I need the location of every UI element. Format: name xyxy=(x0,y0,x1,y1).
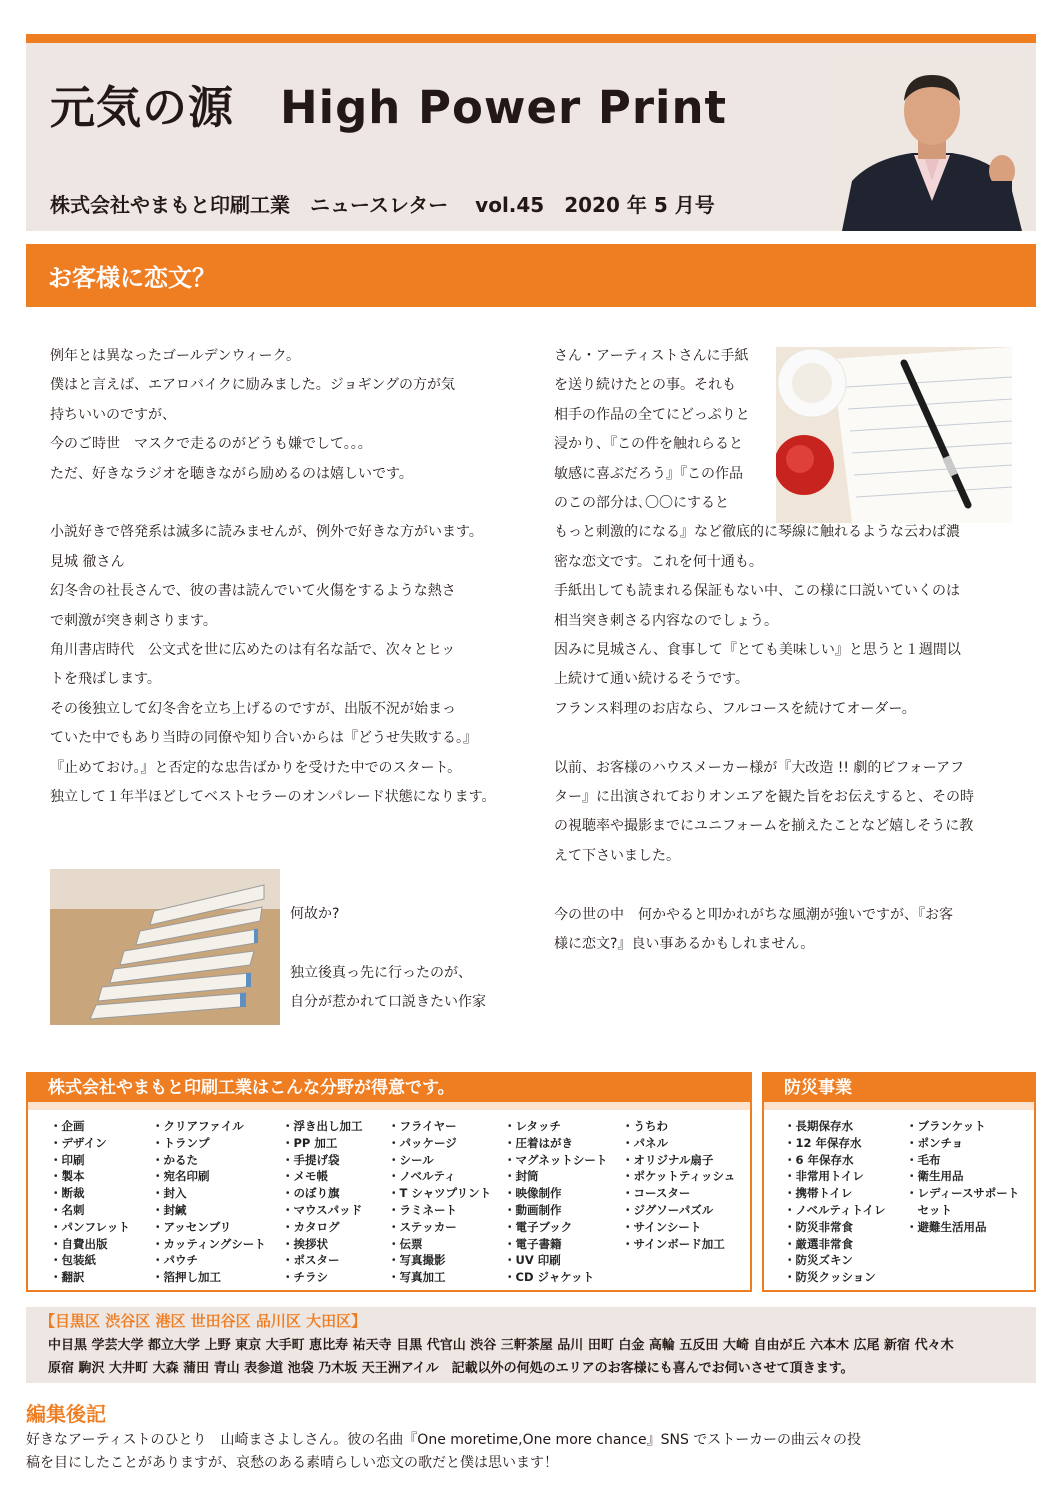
list-item: ・のぼり旗 xyxy=(282,1186,340,1201)
list-item: ・ブランケット xyxy=(906,1119,986,1133)
list-item: ・オリジナル扇子 xyxy=(622,1152,714,1167)
article-line: のこの部分は､〇〇にすると xyxy=(554,495,729,512)
article-line: 上続けて通い続けるそうです。 xyxy=(554,671,749,688)
article-line: 以前、お客様のハウスメーカー様が『大改造 !! 劇的ビフォーアフ xyxy=(554,759,965,776)
list-item: ・カッティングシート xyxy=(152,1236,266,1251)
list-item: ・長期保存水 xyxy=(784,1119,853,1133)
article-line: えて下さいました。 xyxy=(554,847,680,864)
article-left-column-continued xyxy=(290,900,520,1018)
article-line: 様に恋文?』良い事あるかもしれません。 xyxy=(554,936,815,953)
list-item: ・12 年保存水 xyxy=(784,1135,862,1150)
list-item: ・ポケットティッシュ xyxy=(622,1169,736,1184)
list-item: ・パンフレット xyxy=(50,1219,130,1234)
article-line: 密な恋文です。これを何十通も。 xyxy=(554,553,763,570)
article-right-column xyxy=(554,342,1024,960)
disaster-list-col-1 xyxy=(784,1118,886,1286)
article-line: を送り続けたとの事。それも xyxy=(554,377,736,394)
list-item: ・箔押し加工 xyxy=(152,1270,221,1285)
service-areas-line-1: 中目黒 学芸大学 都立大学 上野 東京 大手町 恵比寿 祐天寺 目黒 代官山 渋谷 三軒茶屋 品川 田町 白金 高輪 五反田 大崎 自由が丘 六本木 広尾 新宿 代々木 xyxy=(48,1338,954,1353)
list-item: ・携帯トイレ xyxy=(784,1186,853,1201)
article-line xyxy=(554,724,1024,753)
list-item: ・トランプ xyxy=(152,1135,210,1150)
list-item: ・挨拶状 xyxy=(282,1236,328,1251)
list-item: ・圧着はがき xyxy=(504,1135,573,1150)
article-line: 小説好きで啓発系は滅多に読みませんが、例外で好きな方がいます。 xyxy=(50,524,483,541)
list-item: ・CD ジャケット xyxy=(504,1270,595,1285)
list-item: ・防災ズキン xyxy=(784,1253,853,1268)
article-line: フランス料理のお店なら、フルコースを続けてオーダー。 xyxy=(554,700,916,717)
article-line: 浸かり、『この件を触れらると xyxy=(554,436,743,453)
list-item: ・ジグソーパズル xyxy=(622,1202,714,1217)
disaster-list-col-2 xyxy=(906,1118,1019,1236)
article-title: お客様に恋文？ xyxy=(48,264,216,292)
services-box xyxy=(26,1072,752,1292)
newsletter-title: 元気の源 High Power Print xyxy=(50,81,727,134)
disaster-box xyxy=(762,1072,1036,1292)
list-item: ・アッセンブリ xyxy=(152,1219,232,1234)
list-item: ・封筒 xyxy=(504,1169,539,1184)
list-item: ・デザイン xyxy=(50,1135,107,1150)
article-line: 角川書店時代 公文式を世に広めたのは有名な話で、次々とヒッ xyxy=(50,642,456,659)
article-line: 今のご時世 マスクで走るのがどうも嫌でして。。。 xyxy=(50,436,372,453)
services-list-col-1 xyxy=(50,1118,130,1286)
list-item: ・レディースサポート xyxy=(906,1186,1020,1201)
list-item: ・防災クッション xyxy=(784,1270,876,1285)
article-line: 幻冬舎の社長さんで、彼の書は読んでいて火傷をするような熱さ xyxy=(50,583,456,600)
article-line: で刺激が突き刺さります。 xyxy=(50,612,217,629)
list-item: ・翻訳 xyxy=(50,1270,85,1285)
disaster-title: 防災事業 xyxy=(764,1074,1034,1102)
article-line: 独立後真っ先に行ったのが、 xyxy=(290,964,472,981)
article-line: 今の世の中 何かやると叩かれがちな風潮が強いですが、『お客 xyxy=(554,906,953,923)
list-item: ・うちわ xyxy=(622,1119,668,1133)
list-item: ・封緘 xyxy=(152,1202,187,1217)
article-line: 何故か? xyxy=(290,906,340,922)
list-item: ・パッケージ xyxy=(388,1135,457,1150)
article-left-column xyxy=(50,342,510,812)
services-list-col-2 xyxy=(152,1118,266,1286)
list-item: ・企画 xyxy=(50,1119,85,1133)
list-item: ・ノベルティトイレ xyxy=(784,1202,886,1217)
list-item: ・ポスター xyxy=(282,1253,340,1268)
service-areas-title: 【目黒区 渋谷区 港区 世田谷区 品川区 大田区】 xyxy=(40,1312,367,1330)
article-line: ター』に出演されておりオンエアを観た旨をお伝えすると、その時 xyxy=(554,789,974,806)
editor-note-title: 編集後記 xyxy=(26,1402,106,1426)
article-line: 僕はと言えば、エアロバイクに励みました。ジョギングの方が気 xyxy=(50,377,456,394)
list-item: ・フライヤー xyxy=(388,1119,457,1133)
list-item: ・6 年保存水 xyxy=(784,1152,854,1167)
list-item: ・厳選非常食 xyxy=(784,1236,853,1251)
article-line: その後独立して幻冬舎を立ち上げるのですが、出版不況が始まっ xyxy=(50,700,456,717)
list-item: ・映像制作 xyxy=(504,1186,562,1201)
list-item: ・PP 加工 xyxy=(282,1135,338,1150)
article-line: 相当突き刺さる内容なのでしょう。 xyxy=(554,612,778,629)
list-item: ・電子書籍 xyxy=(504,1236,562,1251)
article-line xyxy=(50,489,510,518)
article-line: 独立して１年半ほどしてベストセラーのオンパレード状態になります。 xyxy=(50,789,496,806)
author-portrait xyxy=(832,61,1032,231)
list-item: ・写真加工 xyxy=(388,1270,446,1285)
list-item: ・写真撮影 xyxy=(388,1253,446,1268)
article-line: もっと刺激的になる』など徹底的に琴線に触れるような云わば濃 xyxy=(554,524,960,541)
list-item: ・かるた xyxy=(152,1152,198,1167)
list-item: ・マグネットシート xyxy=(504,1152,608,1167)
article-line: 敏感に喜ぶだろう』『この作品 xyxy=(554,465,743,482)
editor-note-line-1: 好きなアーティストのひとり 山崎まさよしさん。彼の名曲『One moretime,One more chance』SNS でストーカーの曲云々の投 xyxy=(26,1432,862,1448)
article-line: さん・アーティストさんに手紙 xyxy=(554,348,749,364)
list-item: ・パウチ xyxy=(152,1253,198,1268)
list-item: ・封入 xyxy=(152,1186,187,1201)
article-line: 持ちいいのですが、 xyxy=(50,406,176,423)
list-item: ・カタログ xyxy=(282,1219,340,1234)
list-item: ・ノベルティ xyxy=(388,1169,456,1184)
list-item: ・ラミネート xyxy=(388,1202,457,1217)
list-item: ・防災非常食 xyxy=(784,1219,853,1234)
list-item: ・電子ブック xyxy=(504,1219,573,1234)
list-item: ・非常用トイレ xyxy=(784,1169,864,1184)
list-item: ・手提げ袋 xyxy=(282,1152,340,1167)
list-item: ・自費出版 xyxy=(50,1236,108,1251)
services-list-col-4 xyxy=(388,1118,491,1286)
list-item: ・サインボード加工 xyxy=(622,1236,725,1251)
list-item: ・包装紙 xyxy=(50,1253,96,1268)
list-item: ・マウスパッド xyxy=(282,1202,363,1217)
article-line: 例年とは異なったゴールデンウィーク。 xyxy=(50,348,301,364)
list-item: ・避難生活用品 xyxy=(906,1219,987,1234)
stacked-books-photo xyxy=(50,869,280,1025)
list-item: ・製本 xyxy=(50,1169,85,1184)
list-item: ・シール xyxy=(388,1152,434,1167)
article-line: 自分が惹かれて口説きたい作家 xyxy=(290,994,486,1011)
list-item: ・衛生用品 xyxy=(906,1169,964,1184)
article-line xyxy=(290,929,520,958)
list-item: ・サインシート xyxy=(622,1219,702,1234)
list-item: ・コースター xyxy=(622,1186,691,1201)
list-item: ・レタッチ xyxy=(504,1119,562,1133)
list-item: ・クリアファイル xyxy=(152,1119,244,1133)
list-item: ・チラシ xyxy=(282,1270,328,1285)
article-line: 『止めておけ。』と否定的な忠告ばかりを受けた中でのスタート。 xyxy=(50,759,462,776)
article-line: 見城 徹さん xyxy=(50,553,125,570)
article-line: の視聴率や撮影までにユニフォームを揃えたことなど嬉しそうに教 xyxy=(554,818,974,835)
list-item: ・動画制作 xyxy=(504,1202,562,1217)
article-line: トを飛ばします。 xyxy=(50,671,161,688)
list-item: ・伝票 xyxy=(388,1236,423,1251)
list-item: ・宛名印刷 xyxy=(152,1169,210,1184)
article-line: 相手の作品の全てにどっぷりと xyxy=(554,406,750,423)
editor-note-line-2: 稿を目にしたことがありますが、哀愁のある素晴らしい恋文の歌だと僕は思います！ xyxy=(26,1455,558,1471)
list-item: セット xyxy=(906,1202,952,1217)
service-areas-panel xyxy=(26,1307,1036,1383)
services-list-col-3 xyxy=(282,1118,363,1286)
list-item: ・印刷 xyxy=(50,1152,85,1167)
top-accent-rule xyxy=(26,34,1036,43)
article-line xyxy=(554,871,1024,900)
list-item: ・毛布 xyxy=(906,1152,941,1167)
masthead xyxy=(26,43,1036,231)
article-line: 手紙出しても読まれる保証もない中、この様に口説いていくのは xyxy=(554,583,960,600)
list-item: ・名刺 xyxy=(50,1202,85,1217)
list-item: ・ポンチョ xyxy=(906,1135,964,1150)
services-title: 株式会社やまもと印刷工業はこんな分野が得意です。 xyxy=(28,1074,750,1102)
article-line: ただ、好きなラジオを聴きながら励めるのは嬉しいです。 xyxy=(50,465,413,482)
article-title-banner xyxy=(26,244,1036,307)
list-item: ・パネル xyxy=(622,1135,668,1150)
article-line: 因みに見城さん、食事して『とても美味しい』と思うと１週間以 xyxy=(554,642,961,659)
article-line: ていた中でもあり当時の同僚や知り合いからは『どうせ失敗する。』 xyxy=(50,730,477,747)
services-list-col-5 xyxy=(504,1118,607,1286)
list-item: ・メモ帳 xyxy=(282,1169,328,1184)
list-item: ・断裁 xyxy=(50,1186,85,1201)
list-item: ・T シャツプリント xyxy=(388,1186,492,1201)
services-list-col-6 xyxy=(622,1118,735,1252)
service-areas-line-2: 原宿 駒沢 大井町 大森 蒲田 青山 表参道 池袋 乃木坂 天王洲アイル 記載以外の何処のエリアのお客様にも喜んでお伺いさせて頂きます。 xyxy=(48,1361,854,1376)
list-item: ・ステッカー xyxy=(388,1219,457,1234)
list-item: ・UV 印刷 xyxy=(504,1253,561,1268)
list-item: ・浮き出し加工 xyxy=(282,1119,363,1133)
newsletter-issue-line: 株式会社やまもと印刷工業 ニュースレター vol.45 2020 年 5 月号 xyxy=(50,193,715,217)
